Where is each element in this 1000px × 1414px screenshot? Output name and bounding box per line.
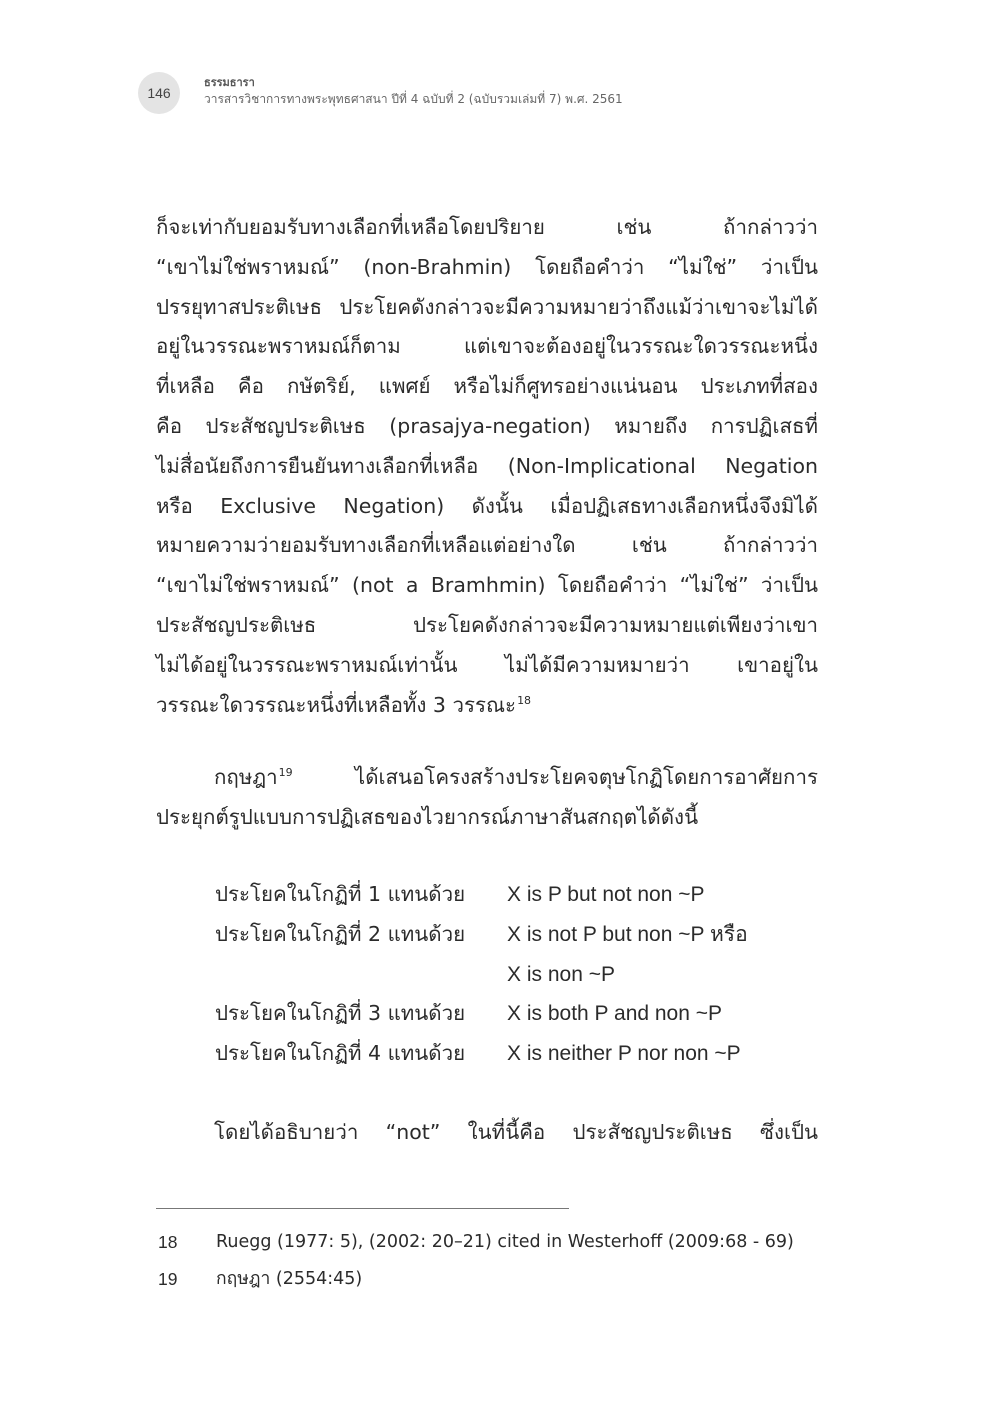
koti-formula: X is neither P nor non ~P [507, 1042, 741, 1066]
footnote-18 [158, 1229, 794, 1255]
koti-list [215, 875, 748, 1074]
koti-row [215, 915, 748, 955]
paragraph-line: ไม่ได้อยู่ในวรรณะพราหมณ์เท่านั้น ไม่ได้มีความหมายว่า เขาอยู่ใน [156, 652, 818, 677]
koti-label: ประโยคในโกฏิที่ 2 แทนด้วย [215, 921, 466, 946]
footnote-19 [158, 1266, 362, 1292]
paragraph-1 [156, 208, 818, 725]
journal-issue: วารสารวิชาการทางพระพุทธศาสนา ปีที่ 4 ฉบับที่ 2 (ฉบับรวมเล่มที่ 7) พ.ศ. 2561 [204, 92, 623, 106]
footnote-divider [156, 1208, 569, 1209]
koti-label: ประโยคในโกฏิที่ 1 แทนด้วย [215, 882, 466, 906]
koti-label: ประโยคในโกฏิที่ 4 แทนด้วย [215, 1041, 466, 1066]
koti-row [215, 994, 748, 1034]
page-number: 146 [147, 85, 171, 101]
koti-formula: X is P but not non ~P [507, 883, 705, 906]
paragraph-line: หมายความว่ายอมรับทางเลือกที่เหลือแต่อย่างใด เช่น ถ้ากล่าวว่า [156, 533, 818, 558]
paragraph-line: ปรรยุทาสประติเษธ ประโยคดังกล่าวจะมีความหมายว่าถึงแม้ว่าเขาจะไม่ได้ [156, 294, 818, 319]
paragraph-line: ไม่สื่อนัยถึงการยืนยันทางเลือกที่เหลือ (Non-Implicational Negation [156, 453, 818, 478]
paragraph-line: ประสัชญประติเษธ ประโยคดังกล่าวจะมีความหมายแต่เพียงว่าเขา [156, 612, 818, 637]
paragraph-line: คือ ประสัชญประติเษธ (prasajya-negation) หมายถึง การปฏิเสธที่ [156, 413, 818, 438]
paragraph-line-text: ได้เสนอโครงสร้างประโยคจตุษโกฏิโดยการอาศัยการ [292, 765, 818, 789]
paragraph-line-text: วรรณะใดวรรณะหนึ่งที่เหลือทั้ง 3 วรรณะ [156, 692, 517, 717]
koti-row [215, 955, 748, 995]
running-header [204, 76, 623, 108]
koti-formula: X is not P but non ~P หรือ [507, 922, 748, 946]
paragraph-line: โดยได้อธิบายว่า “not” ในที่นี้คือ ประสัชญประติเษธ ซึ่งเป็น [214, 1120, 818, 1144]
paragraph-line: “เขาไม่ใช่พราหมณ์” (not a Bramhmin) โดยถือคำว่า “ไม่ใช่” ว่าเป็น [156, 573, 818, 598]
footnote-text: Ruegg (1977: 5), (2002: 20–21) cited in Westerhoff (2009:68 - 69) [216, 1232, 794, 1252]
paragraph-line: อยู่ในวรรณะพราหมณ์ก็ตาม แต่เขาจะต้องอยู่ในวรรณะใดวรรณะหนึ่ง [156, 334, 818, 359]
paragraph-line: ประยุกต์รูปแบบการปฏิเสธของไวยากรณ์ภาษาสันสกฤตได้ดังนี้ [156, 804, 699, 829]
paragraph-line [156, 758, 818, 798]
journal-name: ธรรมธารา [204, 76, 255, 89]
koti-formula: X is non ~P [507, 962, 615, 986]
footnote-ref-18[interactable]: 18 [517, 693, 532, 707]
footnote-number: 18 [158, 1232, 178, 1252]
paragraph-2 [156, 758, 818, 838]
paragraph-line: ก็จะเท่ากับยอมรับทางเลือกที่เหลือโดยปริยาย เช่น ถ้ากล่าวว่า [156, 215, 818, 239]
paragraph-line: ที่เหลือ คือ กษัตริย์, แพศย์ หรือไม่ก็ศูทรอย่างแน่นอน ประเภทที่สอง [156, 374, 818, 399]
koti-row [215, 1034, 748, 1074]
paragraph-last-line [156, 686, 818, 726]
page-number-badge [138, 72, 180, 114]
author-name: กฤษฎา [214, 765, 278, 789]
koti-label [215, 955, 507, 995]
paragraph-3 [156, 1113, 818, 1153]
footnote-ref-19[interactable]: 19 [278, 766, 293, 780]
paragraph-line: หรือ Exclusive Negation) ดังนั้น เมื่อปฏิเสธทางเลือกหนึ่งจึงมิได้ [156, 493, 818, 518]
koti-label: ประโยคในโกฏิที่ 3 แทนด้วย [215, 1001, 466, 1026]
footnote-text: กฤษฎา (2554:45) [216, 1269, 363, 1289]
koti-formula: X is both P and non ~P [507, 1002, 723, 1026]
paragraph-line: “เขาไม่ใช่พราหมณ์” (non-Brahmin) โดยถือคำว่า “ไม่ใช่” ว่าเป็น [156, 254, 818, 279]
footnote-number: 19 [158, 1269, 178, 1289]
koti-row [215, 875, 748, 915]
